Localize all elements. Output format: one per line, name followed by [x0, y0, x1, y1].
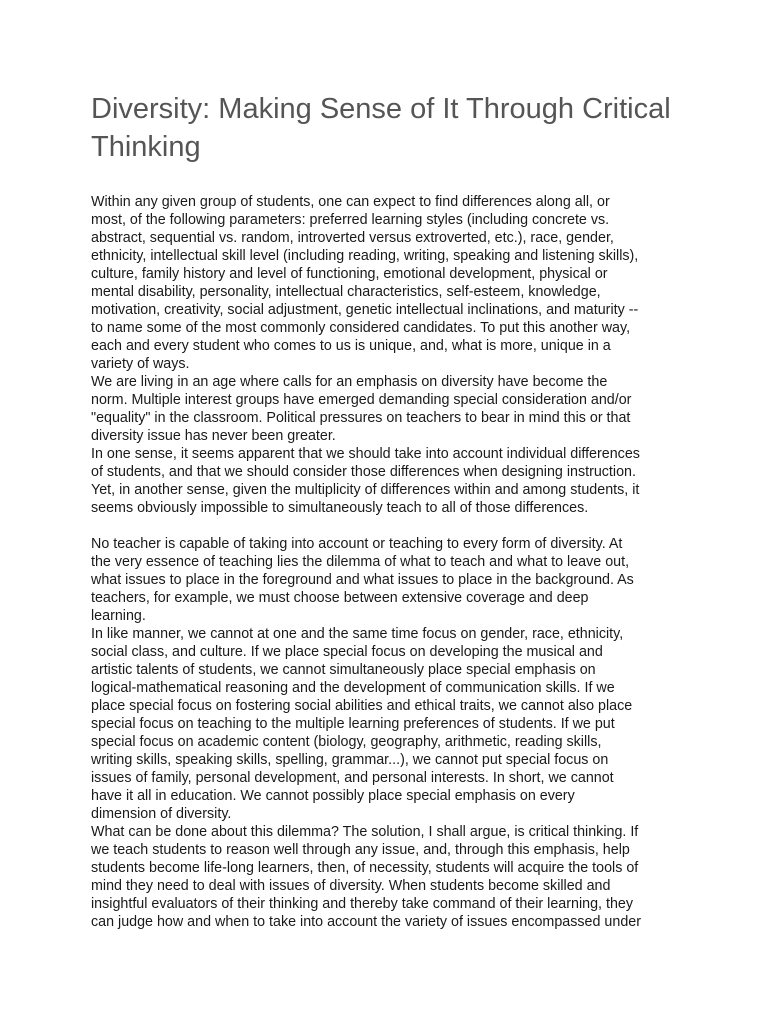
paragraph-4: No teacher is capable of taking into account or teaching to every form of diversity. At the very essence of teaching lies the dilemma of what to teach and what to leave out, what issues to place in the foreground and what issues to place in the background. As teachers, for example, we must choose between extensive coverage and deep learning.	[91, 536, 634, 624]
document-title: Diversity: Making Sense of It Through Critical Thinking	[91, 93, 671, 163]
paragraph-2: We are living in an age where calls for an emphasis on diversity have become the norm. Multiple interest groups have emerged demanding special consideration and/or "equality" in the classroom. Political pressures on teachers to bear in mind this or that diversity issue has never been greater.	[91, 374, 632, 444]
paragraph-1: Within any given group of students, one can expect to find differences along all, or most, of the following parameters: preferred learning styles (including concrete vs. abstract, sequential vs. random, introverted versus extroverted, etc.), race, gender, ethnicity, intellectual skill level (including reading, writing, speaking and listening skills), culture, family history and level of functioning, emotional development, physical or mental disability, personality, intellectual characteristics, self-esteem, knowledge, motivation, creativity, social adjustment, genetic intellectual inclinations, and maturity -- to name some of the most commonly considered candidates. To put this another way, each and every student who comes to us is unique, and, what is more, unique in a variety of ways.	[91, 194, 639, 372]
document-body	[91, 193, 679, 931]
paragraph-3: In one sense, it seems apparent that we should take into account individual differences of students, and that we should consider those differences when designing instruction. Yet, in another sense, given the multiplicity of differences within and among students, it seems obviously impossible to simultaneously teach to all of those differences.	[91, 446, 640, 516]
paragraph-6: What can be done about this dilemma? The solution, I shall argue, is critical thinking. If we teach students to reason well through any issue, and, through this emphasis, help students become life-long learners, then, of necessity, students will acquire the tools of mind they need to deal with issues of diversity. When students become skilled and insightful evaluators of their thinking and thereby take command of their learning, they can judge how and when to take into account the variety of issues encompassed under	[91, 824, 641, 930]
paragraph-5: In like manner, we cannot at one and the same time focus on gender, race, ethnicity, social class, and culture. If we place special focus on developing the musical and artistic talents of students, we cannot simultaneously place special emphasis on logical-mathematical reasoning and the development of communication skills. If we place special focus on fostering social abilities and ethical traits, we cannot also place special focus on teaching to the multiple learning preferences of students. If we put special focus on academic content (biology, geography, arithmetic, reading skills, writing skills, speaking skills, spelling, grammar...), we cannot put special focus on issues of family, personal development, and personal interests. In short, we cannot have it all in education. We cannot possibly place special emphasis on every dimension of diversity.	[91, 626, 633, 822]
